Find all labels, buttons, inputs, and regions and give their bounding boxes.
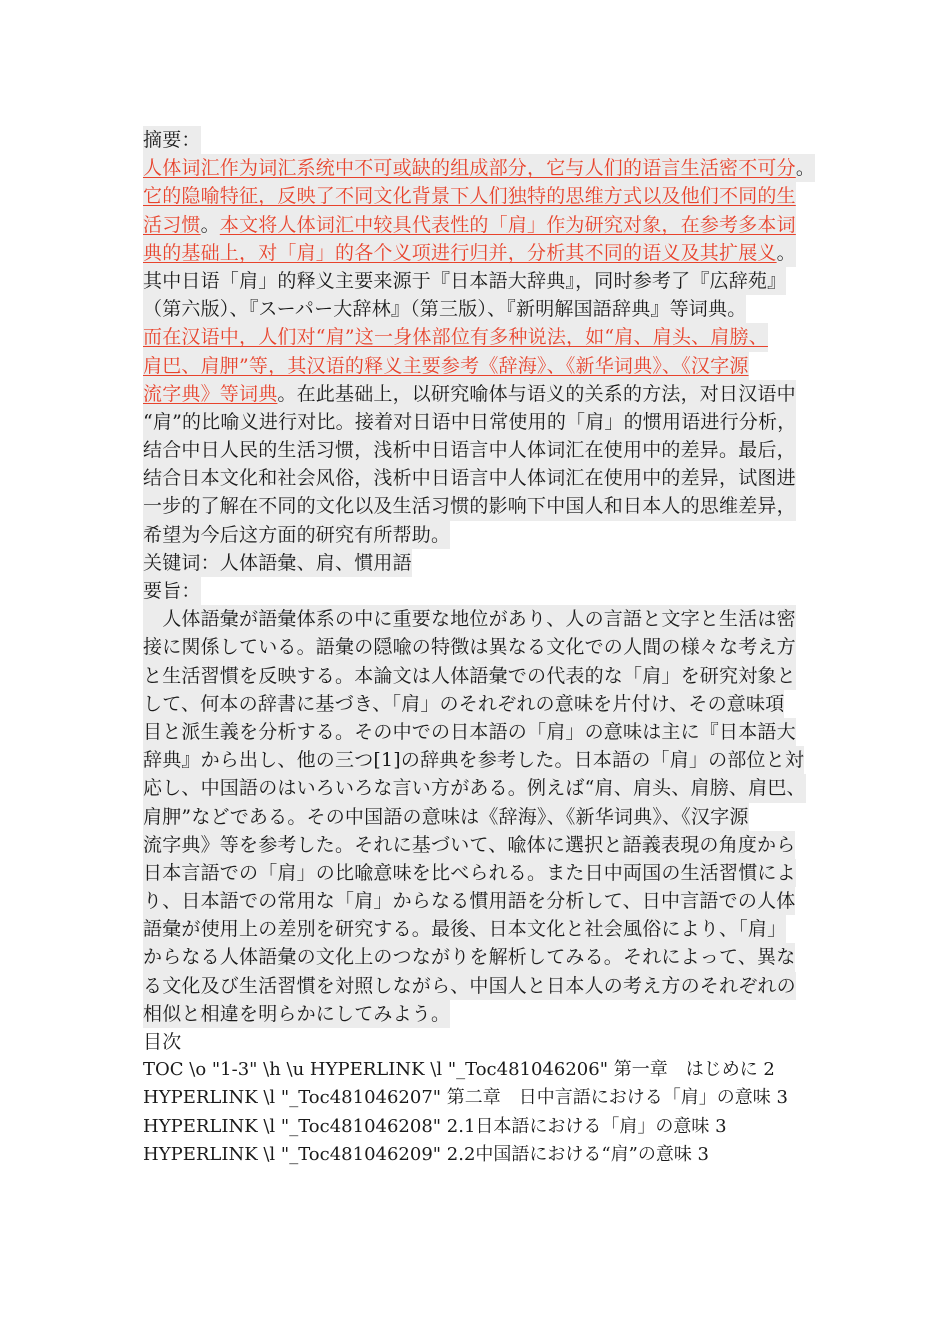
- abstract-cn-line: [143, 295, 746, 323]
- abstract-jp-line: 相似と相違を明らかにしてみよう。: [143, 1000, 450, 1028]
- toc-entry[interactable]: HYPERLINK \l "_Toc481046209" 2.2中国語における“肩”の意味 3: [143, 1143, 709, 1165]
- highlighted-text-segment: 它的隐喻特征，反映了不同文化背景下人们独特的思维方式以及他们不同的生: [143, 185, 796, 208]
- highlighted-text-segment: 活习惯: [143, 213, 201, 236]
- keywords-line: 关键词：人体語彙、肩、慣用語: [143, 549, 412, 577]
- abstract-cn-line: [143, 211, 796, 239]
- toc-entry[interactable]: HYPERLINK \l "_Toc481046208" 2.1日本語における「肩」の意味 3: [143, 1115, 727, 1137]
- text-segment: 。: [776, 241, 796, 264]
- abstract-cn-line: [143, 492, 796, 520]
- abstract-jp-line: 目と派生義を分析する。その中での日本語の「肩」の意味は主に『日本語大: [143, 718, 796, 746]
- text-segment: 其中日语「肩」的释义主要来源于『日本語大辞典』，同时参考了『広辞苑』: [143, 269, 787, 292]
- abstract-jp-line: 日本言語での「肩」の比喩意味を比べられる。また日中両国の生活習慣によ: [143, 859, 796, 887]
- abstract-jp-line: 辞典』から出し、他の三つ[1]の辞典を参考した。日本語の「肩」の部位と対: [143, 746, 804, 774]
- toc-entry[interactable]: HYPERLINK \l "_Toc481046207" 第二章 日中言語における「肩」の意味 3: [143, 1087, 788, 1109]
- abstract-jp-line: 肩胛”などである。その中国語の意味は《辞海》、《新华词典》、《汉字源: [143, 803, 749, 831]
- highlighted-text-segment: 流字典》等词典: [143, 382, 278, 405]
- toc-list: [143, 1056, 823, 1169]
- highlighted-text-segment: 而在汉语中，人们对“肩”这一身体部位有多种说法，如“肩、肩头、肩膀、: [143, 326, 768, 349]
- abstract-cn-body: [143, 154, 823, 549]
- abstract-jp-heading: 要旨：: [143, 577, 201, 605]
- toc-entry[interactable]: TOC \o "1-3" \h \u HYPERLINK \l "_Toc481046206" 第一章 はじめに 2: [143, 1059, 775, 1081]
- text-segment: 。: [795, 157, 816, 180]
- toc-heading: 目次: [143, 1031, 182, 1053]
- text-segment: 。在此基础上，以研究喻体与语义的关系的方法，对日汉语中: [277, 382, 796, 405]
- abstract-jp-line: 流字典》等を参考した。それに基づいて、喩体に選択と語義表現の角度から: [143, 831, 795, 859]
- abstract-cn-line: [143, 352, 749, 380]
- highlighted-text-segment: 人体词汇作为词汇系统中不可或缺的组成部分，它与人们的语言生活密不可分: [143, 157, 796, 180]
- text-segment: “肩”的比喻义进行对比。接着对日语中日常使用的「肩」的惯用语进行分析，: [143, 410, 797, 433]
- text-segment: 结合日本文化和社会风俗，浅析中日语言中人体词汇在使用中的差异，试图进: [143, 467, 796, 490]
- document-page: [143, 126, 823, 1169]
- abstract-cn-heading: 摘要：: [143, 126, 201, 154]
- abstract-cn-line: [143, 464, 796, 492]
- text-segment: 一步的了解在不同的文化以及生活习惯的影响下中国人和日本人的思维差异，: [143, 495, 796, 518]
- highlighted-text-segment: 典的基础上，对「肩」的各个义项进行归并，分析其不同的语义及其扩展义: [143, 241, 777, 264]
- abstract-jp-line: り、日本語での常用な「肩」からなる慣用語を分析して、日中言語での人体: [143, 887, 795, 915]
- abstract-jp-line: 人体語彙が語彙体系の中に重要な地位があり、人の言語と文字と生活は密: [143, 605, 796, 633]
- text-segment: 结合中日人民的生活习惯，浅析中日语言中人体词汇在使用中的差异。最后，: [143, 439, 796, 462]
- abstract-cn-line: [143, 239, 796, 267]
- abstract-jp-line: 語彙が使用上の差別を研究する。最後、日本文化と社会風俗により、「肩」: [143, 915, 786, 943]
- abstract-jp-line: る文化及び生活習慣を対照しながら、中国人と日本人の考え方のそれぞれの: [143, 972, 796, 1000]
- text-segment: 。: [200, 213, 220, 236]
- abstract-cn-line: [143, 521, 450, 549]
- abstract-cn-line: [143, 408, 796, 436]
- abstract-jp-line: と生活習慣を反映する。本論文は人体語彙での代表的な「肩」を研究対象と: [143, 662, 796, 690]
- abstract-jp-line: 応し、中国語のはいろいろな言い方がある。例えば“肩、肩头、肩膀、肩巴、: [143, 774, 806, 802]
- highlighted-text-segment: 肩巴、肩胛”等，其汉语的释义主要参考《辞海》、《新华词典》、《汉字源: [143, 354, 749, 377]
- abstract-cn-line: [143, 380, 796, 408]
- abstract-cn-line: [143, 267, 786, 295]
- abstract-cn-line: [143, 154, 815, 182]
- abstract-jp-line: からなる人体語彙の文化上のつながりを解析してみる。それによって、異な: [143, 943, 795, 971]
- text-segment: 希望为今后这方面的研究有所帮助。: [143, 523, 451, 546]
- abstract-jp-line: して、何本の辞書に基づき、「肩」のそれぞれの意味を片付け、その意味項: [143, 690, 784, 718]
- abstract-cn-line: [143, 323, 768, 351]
- abstract-jp-body: [143, 605, 823, 1028]
- highlighted-text-segment: 本文将人体词汇中较具代表性的「肩」作为研究对象，在参考多本词: [219, 213, 796, 236]
- abstract-cn-line: [143, 182, 796, 210]
- abstract-cn-line: [143, 436, 796, 464]
- abstract-jp-line: 接に関係している。語彙の隠喩の特徴は異なる文化での人間の様々な考え方: [143, 633, 796, 661]
- text-segment: （第六版）、『スーパー大辞林』（第三版）、『新明解国語辞典』等词典。: [143, 298, 747, 321]
